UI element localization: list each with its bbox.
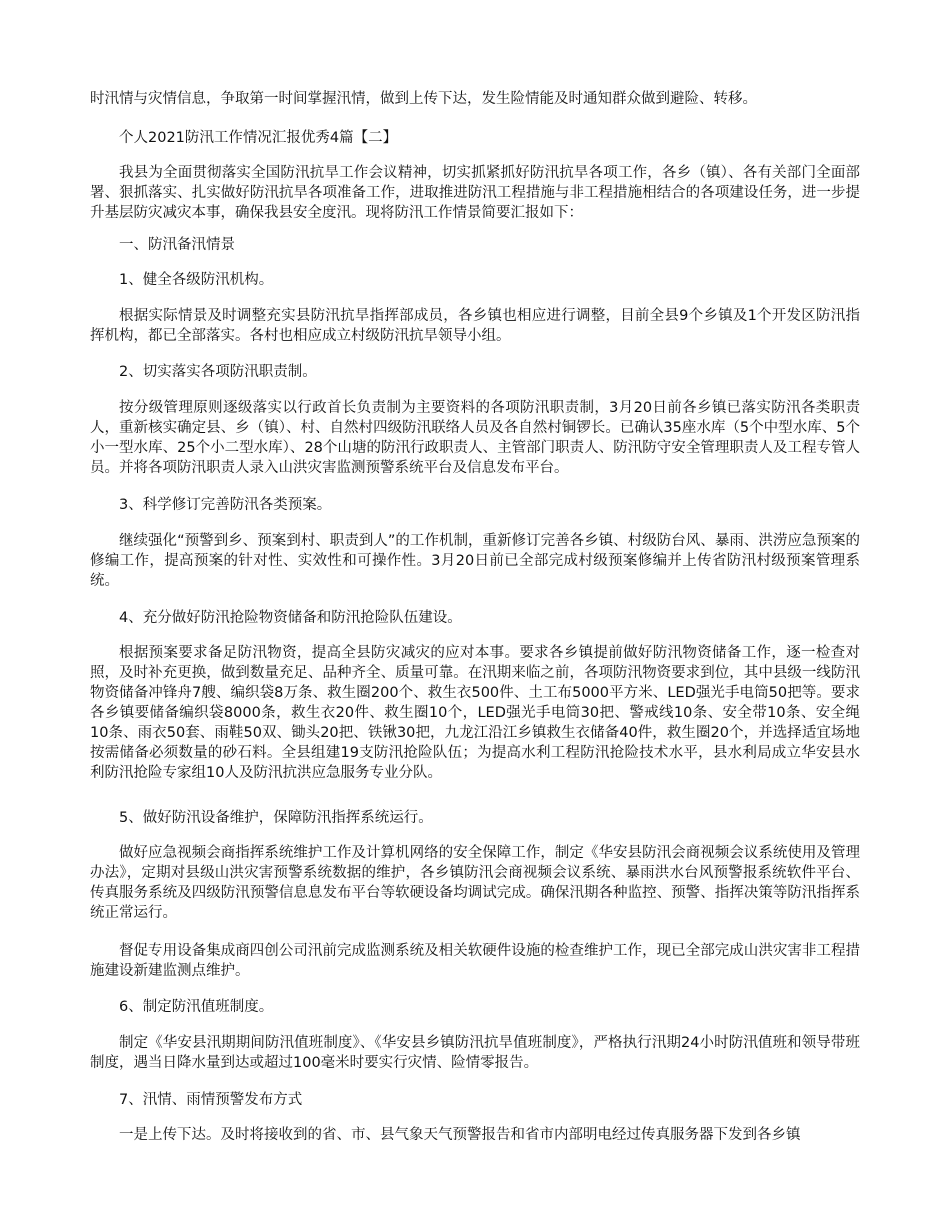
paragraph-item-7: 一是上传下达。及时将接收到的省、市、县气象天气预警报告和省市内部明电经过传真服务器下发到各乡镇 — [119, 1127, 801, 1143]
paragraph-item-5b: 督促专用设备集成商四创公司汛前完成监测系统及相关软硬件设施的检查维护工作，现已全部完成山洪灾害非工程措施建设新建监测点维护。 — [90, 943, 860, 979]
paragraph-item-4: 根据预案要求备足防汛物资，提高全县防灾减灾的应对本事。要求各乡镇提前做好防汛物资储备工作，逐一检查对照，及时补充更换，做到数量充足、品种齐全、质量可靠。在汛期来临之前，各项防汛物资要求到位，其中县级一线防汛物资储备冲锋舟7艘、编织袋8万条、救生圈200个、救生衣500件、土工布5000平方米、LED强光手电筒50把等。要求各乡镇要储备编织袋8000条，救生衣20件、救生圈10个，LED强光手电筒30把、警戒线10条、安全带10条、安全绳10条、雨衣50套、雨鞋50双、锄头20把、铁锹30把，九龙江沿江乡镇救生衣储备40件，救生圈20个，并选择适宜场地按需储备必须数量的砂石料。全县组建19支防汛抢险队伍；为提高水利工程防汛抢险技术水平，县水利局成立华安县水利防汛抢险专家组10人及防汛抗洪应急服务专业分队。 — [90, 645, 860, 781]
paragraph-item-6: 制定《华安县汛期期间防汛值班制度》、《华安县乡镇防汛抗旱值班制度》，严格执行汛期24小时防汛值班和领导带班制度，遇当日降水量到达或超过100毫米时要实行灾情、险情零报告。 — [90, 1035, 860, 1071]
heading-level1: 一、防汛备汛情景 — [119, 237, 235, 253]
heading-item-1: 1、健全各级防汛机构。 — [119, 272, 274, 288]
section-title: 个人2021防汛工作情况汇报优秀4篇【二】 — [119, 130, 398, 146]
paragraph-item-3: 继续强化“预警到乡、预案到村、职责到人”的工作机制，重新修订完善各乡镇、村级防台风、暴雨、洪涝应急预案的修编工作，提高预案的针对性、实效性和可操作性。3月20日前已全部完成村级预案修编并上传省防汛村级预案管理系统。 — [90, 533, 860, 589]
paragraph-item-5a: 做好应急视频会商指挥系统维护工作及计算机网络的安全保障工作，制定《华安县防汛会商视频会议系统使用及管理办法》，定期对县级山洪灾害预警系统数据的维护，各乡镇防汛会商视频会议系统、暴雨洪水台风预警报系统软件平台、传真服务系统及四级防汛预警信息息发布平台等软硬设备均调试完成。确保汛期各种监控、预警、指挥决策等防汛指挥系统正常运行。 — [90, 845, 860, 921]
heading-item-4: 4、充分做好防汛抢险物资储备和防汛抢险队伍建设。 — [119, 610, 462, 626]
paragraph-intro: 我县为全面贯彻落实全国防汛抗旱工作会议精神，切实抓紧抓好防汛抗旱各项工作，各乡（镇）、各有关部门全面部署、狠抓落实、扎实做好防汛抗旱各项准备工作，进取推进防汛工程措施与非工程措施相结合的各项建设任务，进一步提升基层防灾减灾本事，确保我县安全度汛。现将防汛工作情景简要汇报如下： — [90, 165, 860, 221]
heading-item-3: 3、科学修订完善防汛各类预案。 — [119, 497, 332, 513]
heading-item-7: 7、汛情、雨情预警发布方式 — [119, 1092, 303, 1108]
heading-item-6: 6、制定防汛值班制度。 — [119, 999, 274, 1015]
paragraph-item-1: 根据实际情景及时调整充实县防汛抗旱指挥部成员，各乡镇也相应进行调整，目前全县9个乡镇及1个开发区防汛指挥机构，都已全部落实。各村也相应成立村级防汛抗旱领导小组。 — [90, 308, 860, 344]
paragraph-continuation: 时汛情与灾情信息，争取第一时间掌握汛情，做到上传下达，发生险情能及时通知群众做到避险、转移。 — [90, 91, 757, 107]
paragraph-item-2: 按分级管理原则逐级落实以行政首长负责制为主要资料的各项防汛职责制，3月20日前各乡镇已落实防汛各类职责人，重新核实确定县、乡（镇）、村、自然村四级防汛联络人员及各自然村铜锣长。已确认35座水库（5个中型水库、5个小一型水库、25个小二型水库）、28个山塘的防汛行政职责人、主管部门职责人、防汛防守安全管理职责人及工程专管人员。并将各项防汛职责人录入山洪灾害监测预警系统平台及信息发布平台。 — [90, 400, 860, 476]
heading-item-2: 2、切实落实各项防汛职责制。 — [119, 364, 317, 380]
heading-item-5: 5、做好防汛设备维护，保障防汛指挥系统运行。 — [119, 810, 433, 826]
